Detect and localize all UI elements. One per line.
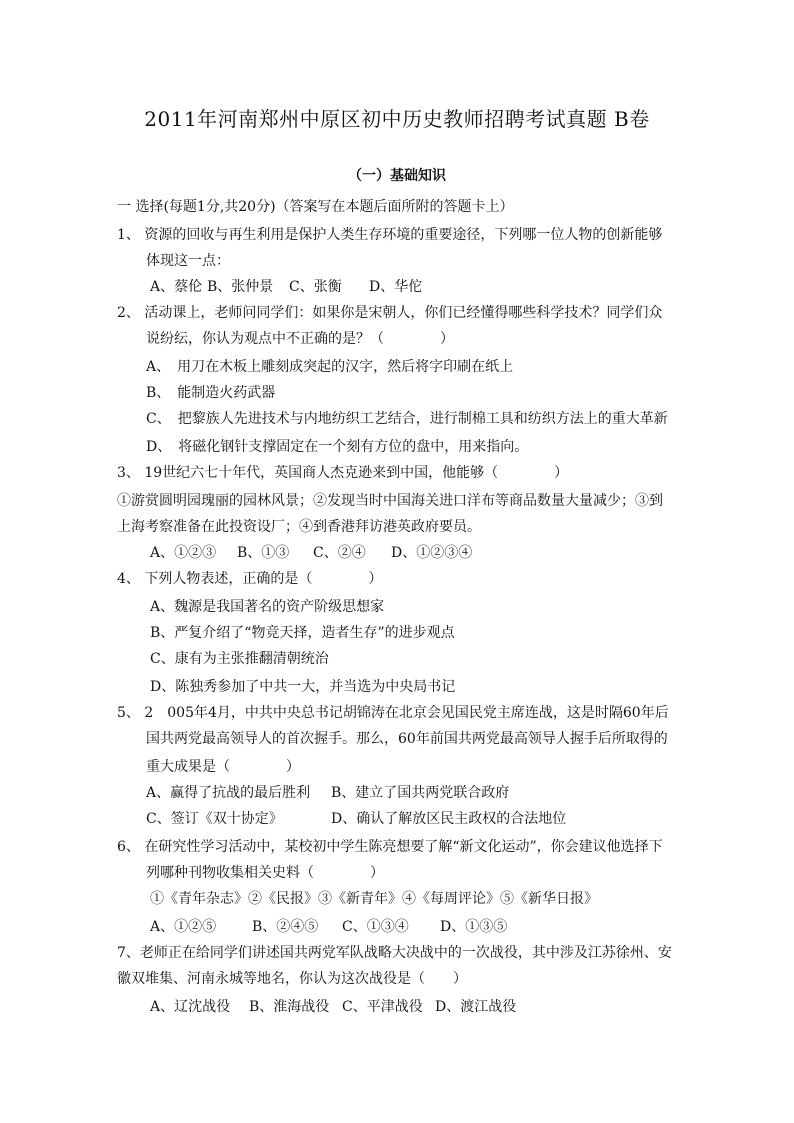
option-c: C、 把黎族人先进技术与内地纺织工艺结合，进行制棉工具和纺织方法上的重大革新 [146, 411, 668, 427]
question-text-line: 6、 在研究性学习活动中，某校初中学生陈亮想要了解“新文化运动”，你会建议他选择下 [117, 839, 663, 855]
option-d: D、陈独秀参加了中共一大，并当选为中央局书记 [150, 679, 456, 695]
option-a: A、赢得了抗战的最后胜利 [146, 785, 311, 801]
option-b: B、严复介绍了“物竞天择，造者生存”的进步观点 [150, 625, 455, 641]
question-text-line: 体现这一点： [146, 253, 230, 269]
option-b: B、①③ [237, 545, 290, 561]
option-b: B、淮海战役 [249, 999, 330, 1015]
option-a: A、辽沈战役 [150, 999, 231, 1015]
option-a: A、蔡伦 [150, 279, 203, 295]
options-row [150, 543, 472, 563]
option-b: B、 能制造火药武器 [146, 385, 276, 401]
option-b: B、建立了国共两党联合政府 [331, 785, 510, 801]
options-row [150, 917, 507, 937]
part-heading: 一 选择(每题1分,共20分)（答案写在本题后面所附的答题卡上） [117, 199, 514, 215]
option-d: D、①③⑤ [440, 919, 508, 935]
question-text-line: 重大成果是（ ） [146, 759, 300, 775]
options-row [150, 997, 516, 1017]
options-row [146, 783, 509, 803]
question-text-line: 徽双堆集、河南永城等地名，你认为这次战役是（ ） [117, 971, 467, 987]
option-c: C、签订《双十协定》 [146, 811, 283, 827]
option-b: B、②④⑤ [252, 919, 319, 935]
options-row [150, 277, 422, 297]
question-text-line: 3、 19世纪六七十年代，英国商人杰克逊来到中国，他能够（ ） [117, 465, 569, 481]
question-text-line: 国共两党最高领导人的首次握手。那么，60年前国共两党最高领导人握手后所取得的 [146, 731, 668, 747]
option-a: A、 用刀在木板上雕刻成突起的汉字，然后将字印刷在纸上 [146, 359, 514, 375]
option-c: C、平津战役 [342, 999, 423, 1015]
question-text-line: 7、老师正在给同学们讲述国共两党军队战略大决战中的一次战役，其中涉及江苏徐州、安 [117, 945, 672, 961]
option-c: C、①③④ [342, 919, 409, 935]
question-text-line: 4、 下列人物表述，正确的是（ ） [117, 571, 383, 587]
question-text-line: 列哪种刊物收集相关史料（ ） [146, 865, 384, 881]
section-heading: （一）基础知识 [348, 168, 446, 184]
option-c: C、张衡 [289, 279, 342, 295]
question-text-line: 5、 2 005年4月，中共中央总书记胡锦涛在北京会见国民党主席连战，这是时隔60年后 [117, 705, 669, 721]
option-a: A、①②⑤ [150, 919, 217, 935]
option-b: B、张仲景 [207, 279, 274, 295]
question-text-line: 1、 资源的回收与再生利用是保护人类生存环境的重要途径，下列哪一位人物的创新能够 [117, 227, 663, 243]
option-d: D、 将磁化钢针支撑固定在一个刻有方位的盘中，用来指向。 [146, 439, 529, 455]
page-title: 2011年河南郑州中原区初中历史教师招聘考试真题 B卷 [144, 107, 650, 131]
option-c: C、康有为主张推翻清朝统治 [150, 651, 329, 667]
question-text-line: 说纷纭，你认为观点中不正确的是？（ ） [146, 331, 454, 347]
option-d: D、华佗 [369, 279, 423, 295]
option-c: C、②④ [313, 545, 366, 561]
option-d: D、①②③④ [391, 545, 473, 561]
options-row [146, 809, 566, 829]
option-a: A、魏源是我国著名的资产阶级思想家 [150, 599, 385, 615]
question-text-line: 上海考察准备在此投资设厂；④到香港拜访港英政府要员。 [117, 519, 481, 535]
question-text-line: 2、 活动课上，老师问同学们：如果你是宋朝人，你们已经懂得哪些科学技术？同学们众 [117, 305, 663, 321]
option-d: D、确认了解放区民主政权的合法地位 [331, 811, 567, 827]
question-text-line: ①游赏圆明园瑰丽的园林风景；②发现当时中国海关进口洋布等商品数量大量减少；③到 [117, 493, 663, 509]
option-d: D、渡江战役 [435, 999, 517, 1015]
option-a: A、①②③ [150, 545, 217, 561]
question-text-line: ①《青年杂志》②《民报》③《新青年》④《每周评论》⑤《新华日报》 [150, 891, 598, 907]
